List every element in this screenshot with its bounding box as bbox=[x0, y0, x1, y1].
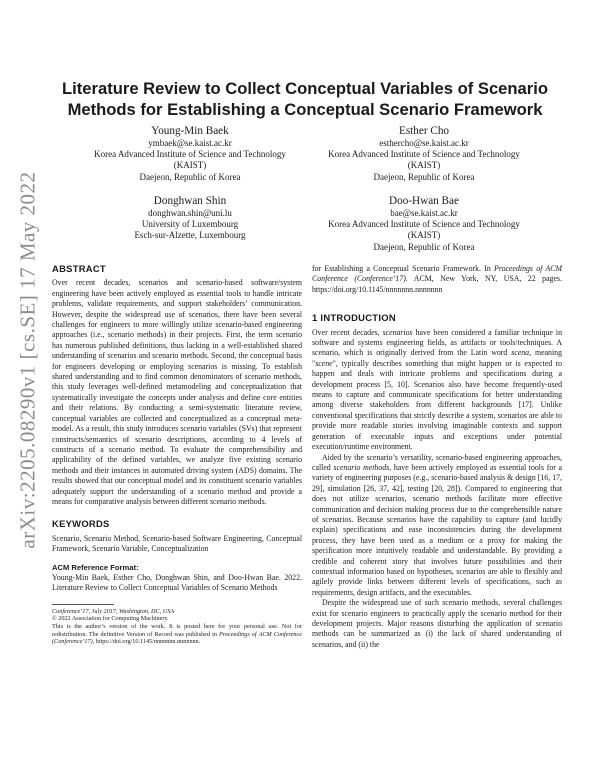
acm-reference-continued: for Establishing a Conceptual Scenario Framework. In Proceedings of ACM Conference (Conference’17). ACM, New York, NY, USA, 22 pages. https://doi.org/10.1145/nnnnnnn.nnnnnnn bbox=[312, 264, 562, 294]
paper-title bbox=[60, 78, 550, 120]
footnote-conference: Conference’17, July 2017, Washington, DC, USA bbox=[52, 607, 175, 615]
author-affiliation: Korea Advanced Institute of Science and Technology bbox=[94, 149, 286, 160]
abstract-text: Over recent decades, scenarios and scenario-based software/system engineering have been actively employed as essential tools to handle intricate problems, validate requirements, and support stakeholders’ communication. However, despite the widespread use of scenarios, there have been several challenges for engineers to more willingly utilize scenario-based engineering approaches (i.e., scenario methods) in their projects. First, the term scenario has numerous published definitions, thus lacking in a well-established shared understanding of scenarios and scenario methods. Second, the conceptual basis for engineers developing or employing scenarios is missing. To establish shared understanding and to find common denominators of scenario methods, this study leverages well-defined metamodeling and conceptualization that systematically investigate the concepts under analysis and define core entities and their relations. By conducting a semi-systematic literature review, conceptual variables are collected and conceptualized as a conceptual meta-model. As a result, this study introduces scenario variables (SVs) that represent constructs/semantics of scenario descriptions, according to 4 levels of constructs of a scenario method. To evaluate the comprehensibility and applicability of the defined variables, we analyze five existing scenario methods and their instances in automated driving system (ADS) domains. The results showed that our conceptual model and its constituent scenario variables adequately support the understanding of a scenario method and provide a means for comparative analysis between different scenario methods. bbox=[52, 278, 302, 506]
abstract-heading: ABSTRACT bbox=[52, 263, 106, 274]
arxiv-identifier: arXiv:2205.08290v1 [cs.SE] 17 May 2022 bbox=[15, 171, 40, 549]
author-name: Young-Min Baek bbox=[151, 125, 229, 137]
acm-reference-text: Young-Min Baek, Esther Cho, Donghwan Shin, and Doo-Hwan Bae. 2022. Literature Review to Collect Conceptual Variables of Scenario Methods bbox=[52, 572, 302, 593]
footnote-rule bbox=[52, 604, 114, 605]
author-block-4 bbox=[299, 194, 549, 253]
intro-paragraph-1: Over recent decades, scenarios have been considered a familiar technique in software and systems engineering fields, as artifacts or tools/techniques. A scenario, which is originally derived from the Latin word scena, meaning "scene", typically describes something that might happen or is expected to happen and deals with intricate problems and specifications during a development process [5, 10]. Scenarios also have become frequently-used means to capture and communicate specifications for better understanding among diverse stakeholders from different backgrounds [17]. Unlike conventional specifications that strictly describe a system, scenarios are able to provide more readable stories involving imaginable contexts and support generation of executable inputs and exceptions under potential execution/runtime environment. bbox=[312, 327, 562, 452]
intro-paragraph-3: Despite the widespread use of such scenario methods, several challenges exist for scenario engineers to practically apply the scenario method for their development projects. Major reasons disturbing the application of scenario methods can be summarized as (i) the lack of shared understanding of scenarios, and (ii) the bbox=[312, 598, 562, 649]
author-email: donghwan.shin@uni.lu bbox=[148, 208, 232, 218]
author-affiliation: Korea Advanced Institute of Science and Technology bbox=[328, 219, 520, 230]
author-location: Esch-sur-Alzette, Luxembourg bbox=[134, 230, 246, 241]
acm-reference-heading: ACM Reference Format: bbox=[52, 562, 139, 572]
keywords-text: Scenario, Scenario Method, Scenario-based Software Engineering, Conceptual Framework, Scenario Variable, Conceptualization bbox=[52, 533, 302, 554]
keywords-heading: KEYWORDS bbox=[52, 518, 110, 530]
author-location: Daejeon, Republic of Korea bbox=[373, 241, 475, 252]
author-location: Daejeon, Republic of Korea bbox=[373, 171, 475, 182]
author-name: Donghwan Shin bbox=[153, 195, 227, 207]
author-block-1 bbox=[65, 124, 315, 183]
author-email: bae@se.kaist.ac.kr bbox=[390, 208, 458, 218]
author-affiliation-abbr: (KAIST) bbox=[407, 230, 441, 241]
title-line-2: Methods for Establishing a Conceptual Scenario Framework bbox=[67, 100, 543, 119]
footnote-version-note: This is the author’s version of the work. It is posted here for your personal use. Not for redistribution. The definitive Version of Record was published in Proceedings of ACM Conference (Conference’17), https://doi.org/10.1145/nnnnnnn.nnnnnnn. bbox=[52, 622, 302, 646]
author-name: Doo-Hwan Bae bbox=[389, 195, 459, 207]
right-column bbox=[312, 264, 562, 650]
author-email: ymbaek@se.kaist.ac.kr bbox=[148, 138, 232, 148]
author-block-3 bbox=[65, 194, 315, 242]
footnote-copyright: © 2022 Association for Computing Machinery. bbox=[52, 615, 169, 623]
left-column bbox=[52, 264, 302, 646]
author-affiliation-abbr: (KAIST) bbox=[407, 160, 441, 171]
author-affiliation: University of Luxembourg bbox=[141, 219, 239, 230]
author-name: Esther Cho bbox=[398, 125, 450, 137]
copyright-footnote bbox=[52, 604, 302, 646]
introduction-heading: 1 INTRODUCTION bbox=[312, 312, 396, 324]
intro-paragraph-2: Aided by the scenario’s versatility, scenario-based engineering approaches, called scenario methods, have been actively employed as essential tools for a variety of engineering purposes (e.g., scenario-based analysis & design [16, 17, 29], simulation [26, 37, 42], testing [20, 28]). Compared to engineering that does not utilize scenarios, scenario methods facilitate more effective communication and decision making process due to the comprehensible nature of scenarios. Because scenarios have the capability to capture (and lucidly explain) specifications and ease inconsistencies during the development process, they have been used as a medium or a proxy for making the specification more intuitively readable and understandable. By providing a credible and coherent story that involves future possibilities and their contextual information based on hypotheses, scenarios are able to flexibly and agilely provide links between different levels of specifications, such as requirements, design artifacts, and the executables. bbox=[312, 452, 563, 597]
author-affiliation-abbr: (KAIST) bbox=[173, 160, 207, 171]
author-location: Daejeon, Republic of Korea bbox=[139, 171, 241, 182]
title-line-1: Literature Review to Collect Conceptual Variables of Scenario bbox=[62, 79, 548, 98]
author-affiliation: Korea Advanced Institute of Science and Technology bbox=[328, 149, 520, 160]
author-email: esthercho@se.kaist.ac.kr bbox=[379, 138, 469, 148]
author-block-2 bbox=[299, 124, 549, 183]
